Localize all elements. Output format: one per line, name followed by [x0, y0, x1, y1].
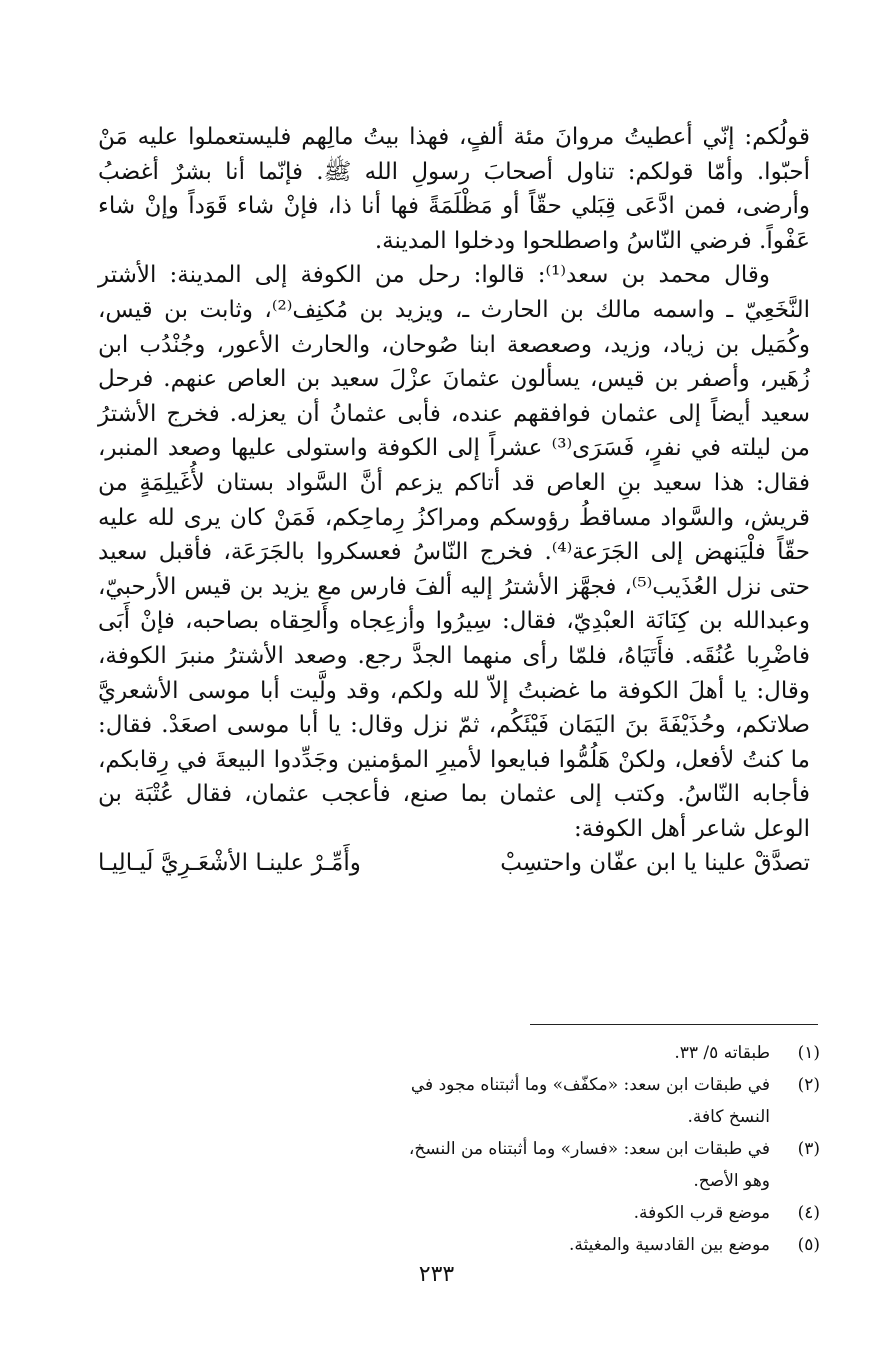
footnote-item	[400, 1037, 820, 1069]
footnote-number: (٣)	[797, 1139, 820, 1159]
footnote-item	[400, 1229, 820, 1261]
footnote-text: موضع بين القادسية والمغيثة.	[568, 1235, 770, 1255]
footnote-number: (٢)	[797, 1075, 820, 1095]
footnote-text: طبقاته ٥/ ٣٣.	[674, 1043, 770, 1063]
verse-hemistich-1: تصدَّقْ علينا يا ابن عفّان واحتسِبْ	[500, 850, 810, 877]
footnote-number: (١)	[797, 1043, 820, 1063]
paragraph-1: قولُكم: إنّي أعطيتُ مروانَ مئة ألفٍ، فهذا بيتُ مالِهم فليستعملوا عليه مَنْ أحبّوا. وأمّا قولكم: تناول أصحابَ رسولِ الله ﷺ. فإنّما أنا بشرٌ أغضبُ وأرضى، فمن ادَّعَى قِبَلي حقّاً أو مَظْلَمَةً فها أنا ذا، فإنْ شاء قَوَداً وإنْ شاء عَفْواً. فرضي النّاسُ واصطلحوا ودخلوا المدينة.	[98, 124, 810, 254]
footnote-text: في طبقات ابن سعد: «فسار» وما أثبتناه من النسخ، وهو الأصح.	[408, 1139, 770, 1191]
verse-hemistich-2: وأَمِّـرْ علينـا الأشْعَـرِيَّ لَيـالِيـا	[98, 850, 361, 877]
page-number: ٢٣٣	[418, 1262, 455, 1287]
main-text	[98, 120, 810, 881]
footnote-item	[400, 1197, 820, 1229]
footnote-item	[400, 1133, 820, 1197]
poetry-verse	[98, 846, 810, 881]
footnote-item	[400, 1069, 820, 1133]
footnote-number: (٤)	[797, 1203, 820, 1223]
footnote-text: موضع قرب الكوفة.	[633, 1203, 770, 1223]
paragraph-2: وقال محمد بن سعد⁽¹⁾: قالوا: رحل من الكوفة إلى المدينة: الأشتر النَّخَعِيّ ـ واسمه مالك بن الحارث ـ، ويزيد بن مُكنِف⁽²⁾، وثابت بن قيس، وكُمَيل بن زياد، وزيد، وصعصعة ابنا صُوحان، والحارث الأعور، وجُنْدُب ابن زُهَير، وأصفر بن قيس، يسألون عثمانَ عزْلَ سعيد بن العاص عنهم. فرحل سعيد أيضاً إلى عثمان فوافقهم عنده، فأبى عثمانُ أن يعزله. فخرج الأشترُ من ليلته في نفرٍ، فَسَرَى⁽³⁾ عشراً إلى الكوفة واستولى عليها وصعد المنبر، فقال: هذا سعيد بنِ العاص قد أتاكم يزعم أنَّ السَّواد بستان لأُغَيلِمَةٍ من قريش، والسَّواد مساقطُ رؤوسكم ومراكزُ رِماحِكم، فَمَنْ كان يرى لله عليه حقّاً فلْيَنهض إلى الجَرَعة⁽⁴⁾. فخرج النّاسُ فعسكروا بالجَرَعَة، فأقبل سعيد حتى نزل العُذَيب⁽⁵⁾، فجهَّز الأشترُ إليه ألفَ فارس مع يزيد بن قيس الأرحبيّ، وعبدالله بن كِنَانَة العبْدِيّ، فقال: سِيرُوا وأزعِجاه وأَلحِقاه بصاحبه، فإنْ أَبَى فاضْرِبا عُنُقَه. فأَتَيَاهُ، فلمّا رأى منهما الجدَّ رجع. وصعد الأشترُ منبرَ الكوفة، وقال: يا أهلَ الكوفة ما غضبتُ إلاّ لله ولكم، وقد ولَّيت أبا موسى الأشعريَّ صلاتكم، وحُذَيْفَةَ بنَ اليَمَان فَيْئَكُم، ثمّ نزل وقال: يا أبا موسى اصعَدْ. فقال: ما كنتُ لأفعل، ولكنْ هَلُمُّوا فبايعوا لأميرِ المؤمنين وجَدِّدوا البيعةَ في رِقابكم، فأجابه النّاسُ. وكتب إلى عثمان بما صنع، فأعجب عثمان، فقال عُتْبَة بن الوعل شاعر أهل الكوفة:	[98, 262, 810, 842]
footnotes-list	[400, 1037, 820, 1261]
footnote-separator	[530, 1024, 818, 1025]
footnote-text: في طبقات ابن سعد: «مكفّف» وما أثبتناه مجود في النسخ كافة.	[410, 1075, 770, 1127]
footnote-number: (٥)	[797, 1235, 820, 1255]
